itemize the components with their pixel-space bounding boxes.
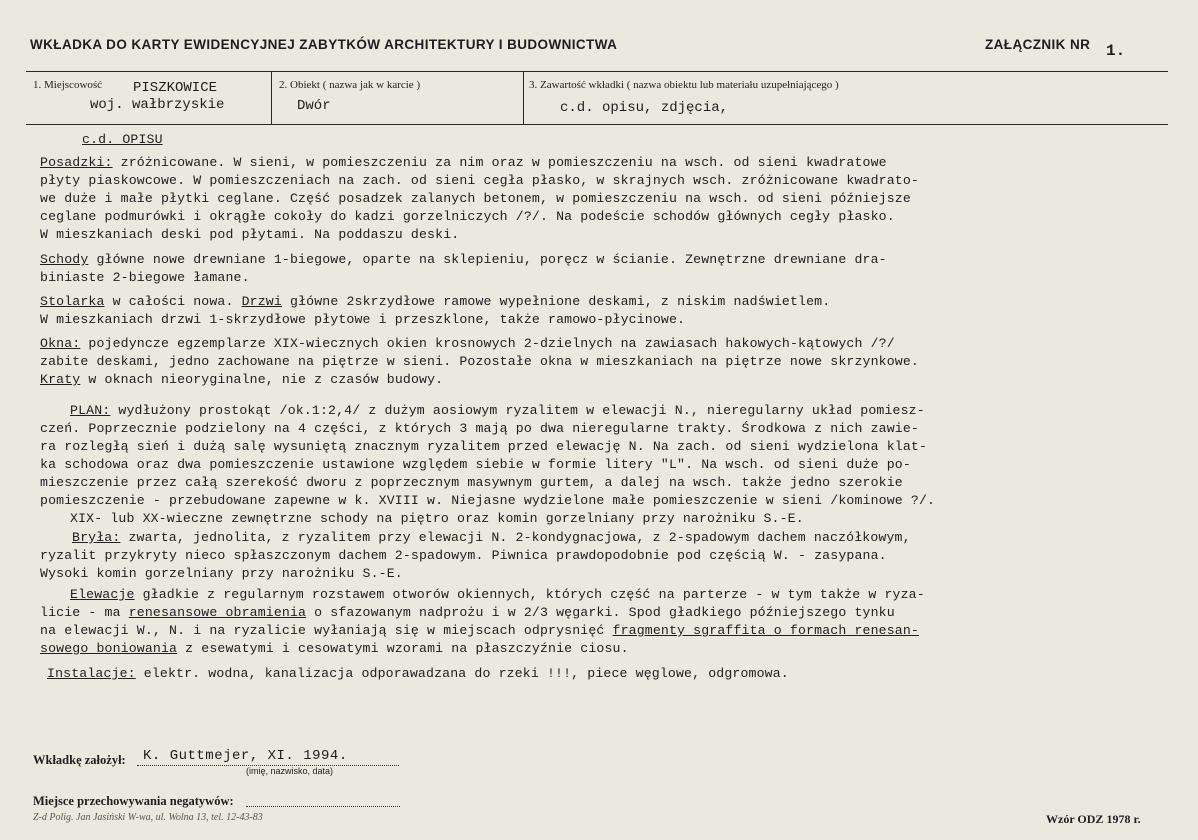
kraty-heading: Kraty xyxy=(40,372,81,387)
author-hint: (imię, nazwisko, data) xyxy=(246,766,334,776)
stolarka-line-2: W mieszkaniach drzwi 1-skrzydłowe płytowe i przeszklone, także ramowo-płycinowe. xyxy=(40,312,686,327)
instalacje-heading: Instalacje: xyxy=(47,666,136,681)
field-box-bottom-rule xyxy=(26,124,1168,125)
elewacje-text-1: gładkie z regularnym rozstawem otworów okiennych, których część na parterze - w tym także w ryza- xyxy=(134,587,925,602)
stolarka-line-1 xyxy=(40,294,830,309)
elewacje-heading: Elewacje xyxy=(70,587,135,602)
form-title: WKŁADKA DO KARTY EWIDENCYJNEJ ZABYTKÓW ARCHITEKTURY I BUDOWNICTWA xyxy=(30,37,618,52)
bryla-line-1 xyxy=(72,530,911,545)
posadzki-line-2: płyty piaskowcowe. W pomieszczeniach na zach. od sieni cegła płasko, w skrajnych wsch. zróżnicowane kwadrato- xyxy=(40,173,919,188)
drzwi-heading: Drzwi xyxy=(241,294,282,309)
posadzki-line-1 xyxy=(40,155,887,170)
posadzki-line-5: W mieszkaniach deski pod płytami. Na poddaszu deski. xyxy=(40,227,460,242)
elewacje-text-4u: sowego boniowania xyxy=(40,641,178,656)
section-heading xyxy=(82,132,163,147)
bryla-heading: Bryła: xyxy=(72,530,121,545)
attachment-number: 1. xyxy=(1106,42,1126,60)
locality-label: 1. Miejscowość xyxy=(33,79,103,91)
elewacje-text-2a: licie - ma xyxy=(40,605,129,620)
field-divider-2 xyxy=(523,71,524,124)
plan-text-1: wydłużony prostokąt /ok.1:2,4/ z dużym aosiowym ryzalitem w elewacji N., nieregularny układ pomiesz- xyxy=(110,403,925,418)
section-heading-text: c.d. OPISU xyxy=(82,132,163,147)
posadzki-line-4: ceglane podmurówki i okrągłe cokoły do kadzi gorzelniczych /?/. Na podeście schodów głównych cegły płasko. xyxy=(40,209,895,224)
stolarka-heading: Stolarka xyxy=(40,294,105,309)
field-divider-1 xyxy=(271,71,272,124)
instalacje-line-1 xyxy=(47,666,789,681)
author-label: Wkładkę założył: xyxy=(33,753,126,767)
content-label: 3. Zawartość wkładki ( nazwa obiektu lub materiału uzupełniającego ) xyxy=(529,79,839,91)
attachment-label: ZAŁĄCZNIK NR xyxy=(985,37,1091,52)
schody-text-1: główne nowe drewniane 1-biegowe, oparte na sklepieniu, poręcz w ścianie. Zewnętrzne drewniane dra- xyxy=(88,252,887,267)
plan-line-6: pomieszczenie - przebudowane zapewne w k. XVIII w. Niejasne wydzielone małe pomieszczenie w sieni /kominowe ?/. xyxy=(40,493,936,508)
stolarka-text-1a: w całości nowa. xyxy=(104,294,242,309)
plan-heading: PLAN: xyxy=(70,403,111,418)
negatives-label: Miejsce przechowywania negatywów: xyxy=(33,794,234,808)
plan-line-5: mieszczenie przez całą szerekość dworu z poprzecznym masywnym gurtem, a dalej na wsch. także jedno szerokie xyxy=(40,475,903,490)
schody-line-2: biniaste 2-biegowe łamane. xyxy=(40,270,250,285)
locality-value: PISZKOWICE xyxy=(133,80,218,96)
okna-heading: Okna: xyxy=(40,336,81,351)
bryla-line-3: Wysoki komin gorzelniany przy narożniku S.-E. xyxy=(40,566,403,581)
plan-line-1 xyxy=(70,403,925,418)
author-value: K. Guttmejer, XI. 1994. xyxy=(143,748,348,764)
okna-text-3: w oknach nieoryginalne, nie z czasów budowy. xyxy=(80,372,444,387)
object-label: 2. Obiekt ( nazwa jak w karcie ) xyxy=(279,79,421,91)
elewacje-text-3u: fragmenty sgraffita o formach renesan- xyxy=(612,623,919,638)
elewacje-text-2b: o sfazowanym nadprożu i w 2/3 węgarki. Spod gładkiego późniejszego tynku xyxy=(306,605,895,620)
object-value: Dwór xyxy=(297,98,331,114)
content-value: c.d. opisu, zdjęcia, xyxy=(560,100,729,116)
bryla-line-2: ryzalit przykryty nieco spłaszczonym dachem 2-spadowym. Piwnica prawdopodobnie pod częścią W. - zasypana. xyxy=(40,548,887,563)
elewacje-line-1 xyxy=(70,587,925,602)
plan-line-4: ka schodowa oraz dwa pomieszczenie ustawione względem siebie w formie litery "L". Na wsch. od sieni duże po- xyxy=(40,457,911,472)
plan-line-3: ra rozległą sień i dużą salę wysuniętą znacznym ryzalitem przed elewację N. Na zach. od sieni wydzielona klat- xyxy=(40,439,928,454)
elewacje-line-4 xyxy=(40,641,629,656)
posadzki-heading: Posadzki: xyxy=(40,155,113,170)
posadzki-text-1: zróżnicowane. W sieni, w pomieszczeniu za nim oraz w pomieszczeniu na wsch. od sieni kwadratowe xyxy=(112,155,887,170)
schody-heading: Schody xyxy=(40,252,89,267)
negatives-dotted-line xyxy=(246,806,400,807)
elewacje-text-4b: z esewatymi i cesowatymi wzorami na płaszczyźnie ciosu. xyxy=(177,641,629,656)
okna-line-3 xyxy=(40,372,443,387)
plan-line-2: czeń. Poprzecznie podzielony na 4 części, z których 3 mają po dwa nieregularne trakty. Środkowa z nich zawie- xyxy=(40,421,919,436)
elewacje-text-3a: na elewacji W., N. i na ryzalicie wyłaniają się w miejscach odprysnięć xyxy=(40,623,613,638)
stolarka-text-1b: główne 2skrzydłowe ramowe wypełnione deskami, z niskim nadświetlem. xyxy=(281,294,831,309)
okna-text-1: pojedyncze egzemplarze XIX-wiecznych okien krosnowych 2-dzielnych na zawiasach hakowych-kątowych /?/ xyxy=(80,336,895,351)
schody-line-1 xyxy=(40,252,887,267)
voivodeship-value: woj. wałbrzyskie xyxy=(90,97,225,113)
elewacje-line-2 xyxy=(40,605,895,620)
form-code: Wzór ODZ 1978 r. xyxy=(1046,812,1141,826)
printer-imprint: Z-d Polig. Jan Jasiński W-wa, ul. Wolna 13, tel. 12-43-83 xyxy=(33,812,263,823)
field-box-top-rule xyxy=(26,71,1168,72)
instalacje-text-1: elektr. wodna, kanalizacja odporawadzana do rzeki !!!, piece węglowe, odgromowa. xyxy=(135,666,789,681)
okna-line-2: zabite deskami, jedno zachowane na piętrze w sieni. Pozostałe okna w mieszkaniach na piętrze nowe skrzynkowe. xyxy=(40,354,919,369)
plan-line-7: XIX- lub XX-wieczne zewnętrzne schody na piętro oraz komin gorzelniany przy narożniku S.-E. xyxy=(70,511,804,526)
posadzki-line-3: we duże i małe płytki ceglane. Część posadzek zalanych betonem, w pomieszczeniu na wsch. od sieni późniejsze xyxy=(40,191,911,206)
elewacje-line-3 xyxy=(40,623,919,638)
okna-line-1 xyxy=(40,336,895,351)
bryla-text-1: zwarta, jednolita, z ryzalitem przy elewacji N. 2-kondygnacjowa, z 2-spadowym dachem naczółkowym, xyxy=(120,530,911,545)
elewacje-text-2u: renesansowe obramienia xyxy=(128,605,307,620)
